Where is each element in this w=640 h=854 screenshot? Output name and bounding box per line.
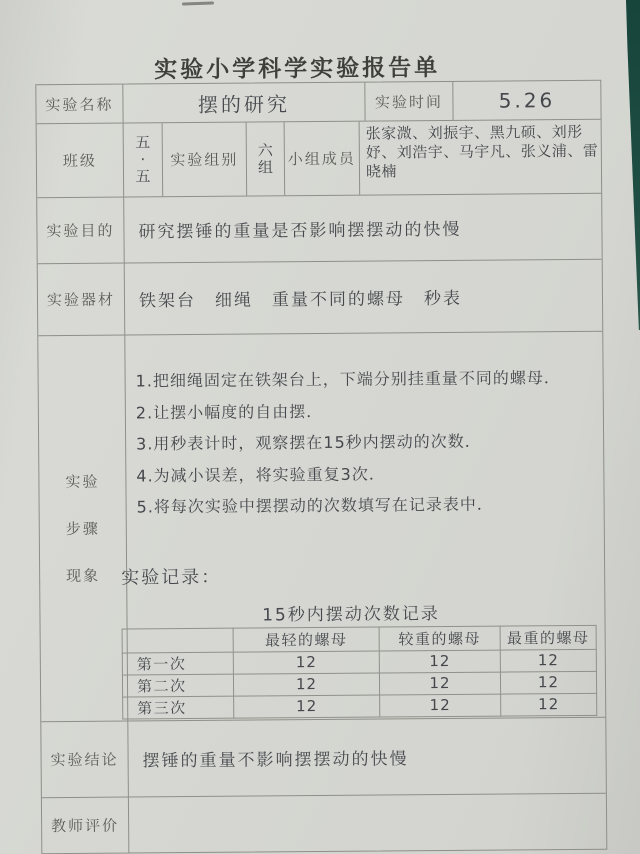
steps-content-cell xyxy=(121,332,605,721)
row-purpose xyxy=(37,193,602,263)
class-value: 五 · 五 xyxy=(123,123,163,196)
step-item-1: 1.把细绳固定在铁架台上，下端分别挂重量不同的螺母． xyxy=(135,368,561,391)
record-table-title: 15秒内摆动次数记录 xyxy=(262,603,440,625)
page-title: 实验小学科学实验报告单 xyxy=(154,55,441,83)
record-row-3-label: 第三次 xyxy=(123,696,234,719)
steps-label-line-1: 实验 xyxy=(65,474,100,492)
members-label: 小组成员 xyxy=(284,122,360,196)
row-class-group-members xyxy=(37,119,602,197)
experiment-name-value: 摆的研究 xyxy=(197,91,291,117)
record-label: 实验记录： xyxy=(121,566,222,589)
experiment-name-cell xyxy=(122,83,364,123)
experiment-time-value: 5.26 xyxy=(498,88,556,113)
step-item-2: 2.让摆小幅度的自由摆． xyxy=(135,401,324,422)
record-row-2-value-2: 12 xyxy=(379,672,500,695)
record-header-lightest: 最轻的螺母 xyxy=(233,627,379,652)
steps-list xyxy=(136,362,604,523)
group-label: 实验组别 xyxy=(162,123,247,197)
experiment-time-label: 实验时间 xyxy=(364,82,452,121)
report-form-table xyxy=(35,80,607,854)
record-row-3-value-1: 12 xyxy=(234,695,380,718)
conclusion-label: 实验结论 xyxy=(50,752,119,770)
record-row-2-value-3: 12 xyxy=(500,671,596,694)
purpose-label: 实验目的 xyxy=(46,223,115,241)
row-equipment xyxy=(38,259,603,335)
row-teacher-evaluation xyxy=(42,793,606,853)
members-value: 张家溦、刘振宇、黑九硕、刘彤妤、刘浩宇、马宇凡、张义浦、雷晓楠 xyxy=(359,120,602,195)
steps-label xyxy=(38,336,127,722)
row-steps xyxy=(38,331,605,721)
equipment-value: 铁架台 细绳 重量不同的螺母 秒表 xyxy=(124,260,603,335)
record-row-3-value-3: 12 xyxy=(501,693,597,716)
experiment-name-label: 实验名称 xyxy=(45,97,114,114)
steps-label-line-2: 步骤 xyxy=(65,521,100,538)
record-table-row-3 xyxy=(123,693,597,719)
teacher-evaluation-value xyxy=(128,794,606,853)
step-item-3: 3.用秒表计时，观察摆在15秒内摆动的次数． xyxy=(136,431,482,454)
teacher-evaluation-label: 教师评价 xyxy=(51,818,120,836)
record-row-2-label: 第二次 xyxy=(122,674,233,697)
row-experiment-name xyxy=(36,81,600,123)
record-row-1-value-1: 12 xyxy=(233,651,379,674)
record-row-1-label: 第一次 xyxy=(122,652,233,675)
step-item-5: 5.将每次实验中摆摆动的次数填写在记录表中． xyxy=(136,494,494,517)
equipment-label: 实验器材 xyxy=(46,292,116,310)
record-table xyxy=(122,624,598,719)
row-conclusion xyxy=(41,717,606,797)
conclusion-value: 摆锤的重量不影响摆摆动的快慢 xyxy=(127,718,606,797)
group-value: 六 组 xyxy=(246,122,285,195)
record-header-heaviest: 最重的螺母 xyxy=(500,625,596,650)
purpose-value: 研究摆锤的重量是否影响摆摆动的快慢 xyxy=(123,194,601,263)
steps-label-line-3: 现象 xyxy=(66,568,101,585)
step-item-4: 4.为减小误差，将实验重复3次． xyxy=(136,463,386,485)
experiment-time-cell xyxy=(452,81,600,120)
record-header-heavier: 较重的螺母 xyxy=(379,626,500,651)
record-row-1-value-2: 12 xyxy=(379,650,500,673)
record-header-blank xyxy=(122,628,233,653)
record-row-1-value-3: 12 xyxy=(500,649,596,672)
record-row-3-value-2: 12 xyxy=(380,694,501,717)
record-row-2-value-1: 12 xyxy=(233,673,379,696)
class-label: 班级 xyxy=(62,153,97,171)
